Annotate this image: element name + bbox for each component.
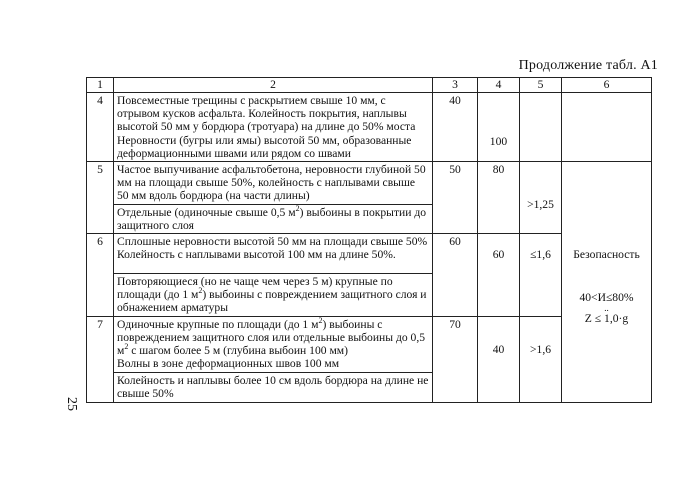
row-number: 6 — [87, 234, 114, 317]
safety-column — [562, 162, 652, 403]
defect-text: ) выбоины с повреждением защитного слоя или отдельные выбоины до 0,5 м — [117, 317, 426, 358]
defect-text: Сплошные неровности высотой 50 мм на площади свыше 50% — [117, 235, 428, 249]
defect-description: Частое выпучивание асфальтобетона, неровности глубиной 50 мм на площади свыше 50%, колейность с наплывами свыше 50 мм вдоль бордюра (на части длины) — [114, 162, 433, 205]
defect-text: с шагом более 5 м (глубина выбоин 100 мм) — [128, 344, 348, 358]
cell-col-3: 50 — [433, 162, 478, 234]
cell-col-3: 40 — [433, 93, 478, 162]
cell-col-5 — [520, 234, 562, 317]
defect-text: Одиночные крупные по площади (до 1 м — [117, 317, 319, 331]
cell-col-5 — [520, 162, 562, 234]
superscript: 2 — [198, 286, 203, 296]
table-row-4 — [87, 93, 652, 162]
superscript: 2 — [295, 203, 300, 213]
row-number: 4 — [87, 93, 114, 162]
header-col-5: 5 — [520, 78, 562, 93]
table-row-5 — [87, 162, 652, 205]
defect-description — [114, 274, 433, 317]
cell-col-6 — [562, 93, 652, 162]
cell-col-4 — [478, 316, 520, 402]
header-row — [87, 78, 652, 93]
cell-value: >1,6 — [529, 342, 552, 356]
safety-dots: .. — [604, 303, 609, 314]
header-col-6: 6 — [562, 78, 652, 93]
cell-col-4: 80 — [478, 162, 520, 234]
cell-value: 100 — [489, 134, 508, 148]
cell-col-5 — [520, 93, 562, 162]
defect-description — [114, 316, 433, 372]
page-number: 25 — [64, 397, 79, 411]
header-col-1: 1 — [87, 78, 114, 93]
superscript: 2 — [124, 342, 129, 352]
safety-formula-1: 40<И≤80% — [579, 291, 634, 305]
cell-col-4 — [478, 93, 520, 162]
header-col-4: 4 — [478, 78, 520, 93]
defects-table — [86, 77, 652, 403]
cell-col-3: 60 — [433, 234, 478, 317]
defect-text: Повторяющиеся (но не чаще чем через 5 м) крупные по площади (до 1 м — [117, 275, 393, 302]
row-number: 5 — [87, 162, 114, 234]
header-col-2: 2 — [114, 78, 433, 93]
cell-col-4 — [478, 234, 520, 317]
defect-text: Неровности (бугры или ямы) высотой 50 мм, образованные деформационными швами или рядом со швами — [117, 133, 412, 160]
cell-col-3: 70 — [433, 316, 478, 402]
safety-label: Безопасность — [573, 248, 640, 262]
header-col-3: 3 — [433, 78, 478, 93]
cell-value: ≤1,6 — [530, 248, 551, 262]
defect-text: Волны в зоне деформационных швов 100 мм — [117, 357, 340, 371]
cell-value: >1,25 — [527, 198, 554, 212]
defect-text: Отдельные (одиночные свыше 0,5 м — [117, 205, 296, 219]
cell-col-5 — [520, 316, 562, 402]
defect-description — [114, 204, 433, 233]
defect-description: Колейность и наплывы более 10 см вдоль бордюра на длине не свыше 50% — [114, 372, 433, 402]
defect-description — [114, 93, 433, 162]
safety-formula-2: Z ≤ 1,0·g — [584, 312, 629, 326]
defect-text: Повсеместные трещины с раскрытием свыше 10 мм, с отрывом кусков асфальта. Колейность покрытия, наплывы высотой 50 мм у бордюра (тротуара) на длине до 50% моста — [117, 94, 416, 134]
defect-description — [114, 234, 433, 274]
defect-text: ) выбоины в покрытии до защитного слоя — [117, 205, 427, 232]
cell-value: 40 — [492, 342, 505, 356]
superscript: 2 — [318, 315, 323, 325]
table-caption: Продолжение табл. А1 — [518, 58, 658, 73]
cell-value: 60 — [492, 248, 505, 262]
defect-text: ) выбоины с повреждением защитного слоя и обнажением арматуры — [117, 288, 427, 315]
defect-text: Колейность с наплывами высотой 100 мм на длине 50%. — [117, 248, 396, 262]
row-number: 7 — [87, 316, 114, 402]
